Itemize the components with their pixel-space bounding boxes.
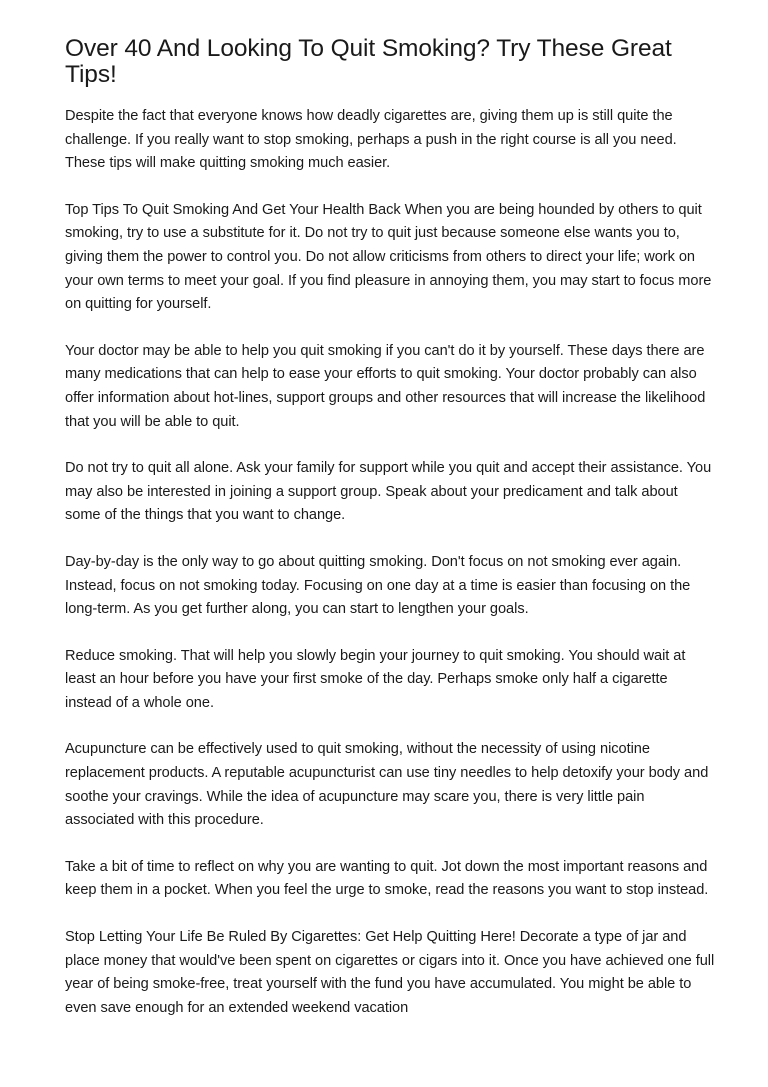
paragraph-day-by-day: Day-by-day is the only way to go about quitting smoking. Don't focus on not smoking ever again. Instead, focus on not smoking today. Focusing on one day at a time is easier than focusing on the long-term. As you get further along, you can start to lengthen your goals.: [65, 553, 691, 618]
paragraph-doctor: Your doctor may be able to help you quit smoking if you can't do it by yourself. These days there are many medications that can help to ease your efforts to quit smoking. Your doctor probably can also offer information about hot-lines, support groups and other resources that will increase the likelihood that you will be able to quit.: [65, 342, 706, 430]
document-page: [65, 36, 715, 1043]
paragraph-reduce: Reduce smoking. That will help you slowly begin your journey to quit smoking. You should wait at least an hour before you have your first smoke of the day. Perhaps smoke only half a cigarette instead of a whole one.: [65, 647, 686, 711]
paragraph-reflect: Take a bit of time to reflect on why you are wanting to quit. Jot down the most important reasons and keep them in a pocket. When you feel the urge to smoke, read the reasons you want to stop instead.: [65, 858, 709, 899]
paragraph-support: Do not try to quit all alone. Ask your family for support while you quit and accept their assistance. You may also be interested in joining a support group. Speak about your predicament and talk about some of the things that you want to change.: [65, 460, 712, 524]
paragraph-substitute: Top Tips To Quit Smoking And Get Your Health Back When you are being hounded by others to quit smoking, try to use a substitute for it. Do not try to quit just because someone else wants you to, giving them the power to control you. Do not allow criticisms from others to direct your life; work on your own terms to meet your goal. If you find pleasure in annoying them, you may start to focus more on quitting for yourself.: [65, 201, 712, 313]
paragraph-acupuncture: Acupuncture can be effectively used to quit smoking, without the necessity of using nicotine replacement products. A reputable acupuncturist can use tiny needles to help detoxify your body and soothe your cravings. While the idea of acupuncture may scare you, there is very little pain associated with this procedure.: [65, 741, 709, 829]
document-title: Over 40 And Looking To Quit Smoking? Try These Great Tips!: [65, 35, 672, 88]
paragraph-jar: Stop Letting Your Life Be Ruled By Cigarettes: Get Help Quitting Here! Decorate a type of jar and place money that would've been spent on cigarettes or cigars into it. Once you have achieved one full year of being smoke-free, treat yourself with the fund you have accumulated. You might be able to even save enough for an extended weekend vacation: [65, 929, 715, 1016]
paragraph-intro: Despite the fact that everyone knows how deadly cigarettes are, giving them up is still quite the challenge. If you really want to stop smoking, perhaps a push in the right course is all you need. These tips will make quitting smoking much easier.: [65, 108, 677, 172]
